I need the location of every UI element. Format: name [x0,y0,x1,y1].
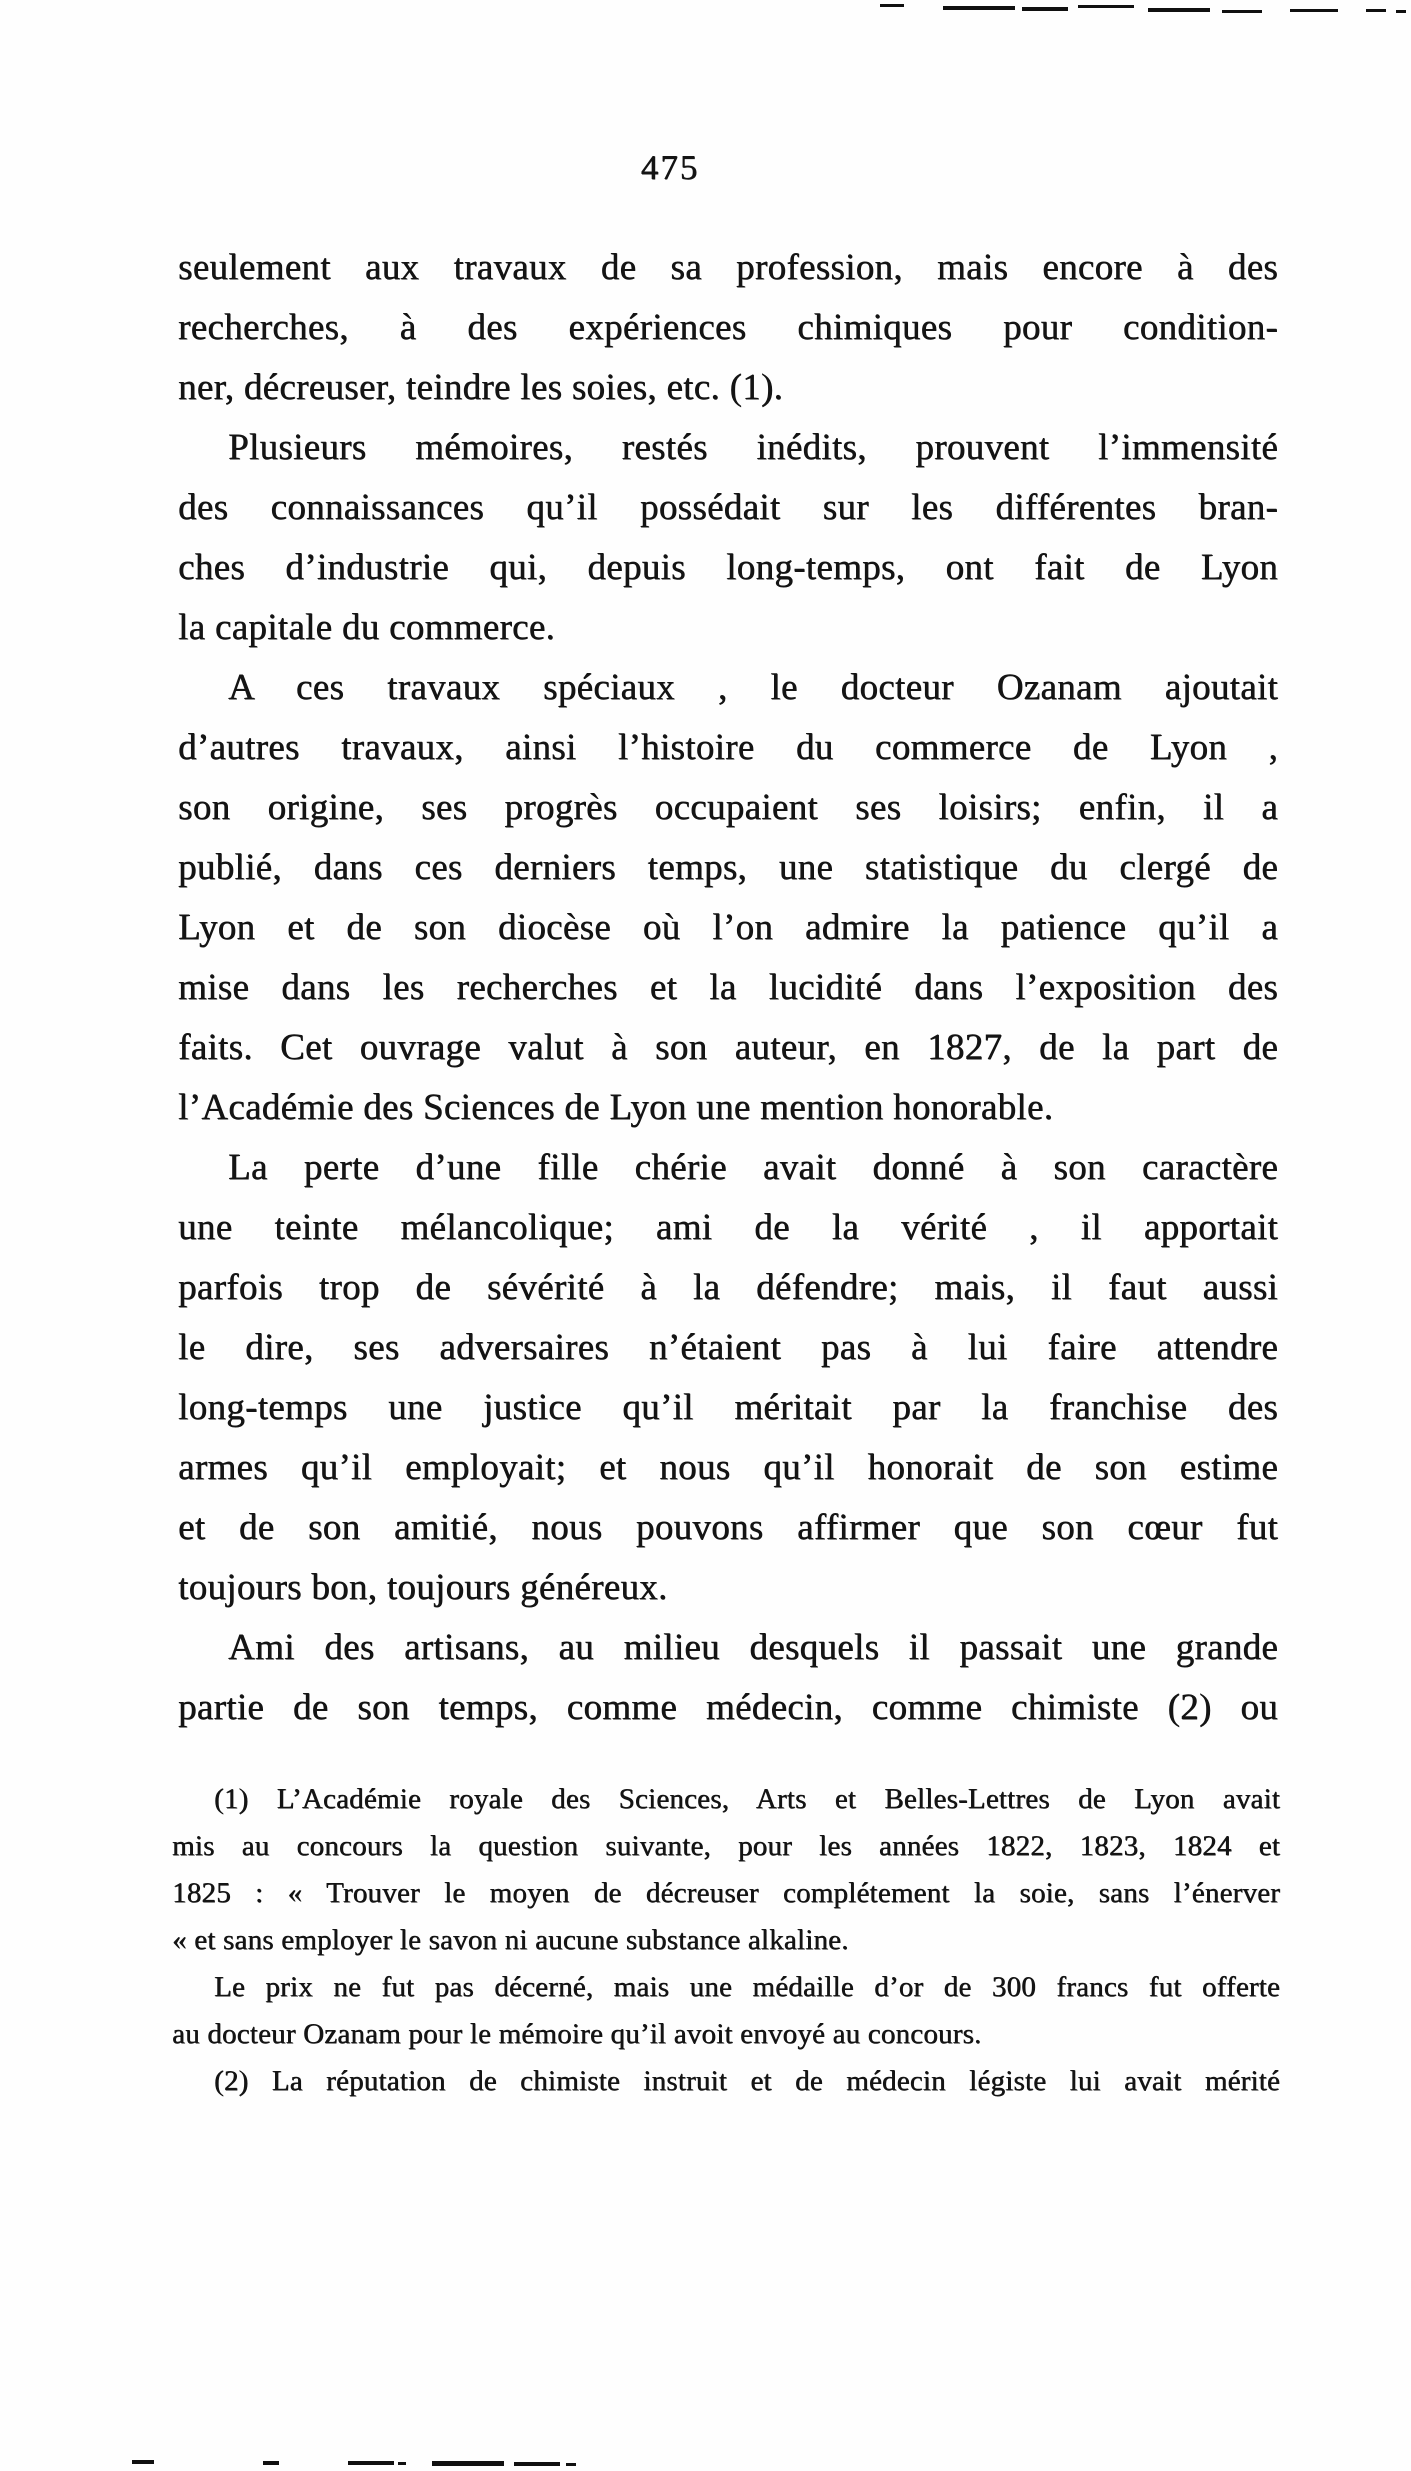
scan-artifact-dash [566,2463,576,2466]
footnote-paragraph [172,1964,1280,2058]
text-line: ner, décreuser, teindre les soies, etc. (1). [178,367,784,408]
body-paragraph [178,1618,1278,1738]
scan-artifact-dash [514,2462,560,2466]
page-number: 475 [640,148,700,187]
footnote-line: « et sans employer le savon ni aucune substance alkaline. [172,1924,849,1956]
body-paragraph [178,1138,1278,1618]
text-line: Ami des artisans, au milieu desquels il passait une grande [228,1627,1278,1668]
scan-artifact-dash [1396,10,1406,13]
scan-artifact-dash [1222,10,1262,13]
footnote-paragraph [172,2058,1280,2105]
body-paragraph [178,658,1278,1138]
footnote-line: (1) L’Académie royale des Sciences, Arts et Belles-Lettres de Lyon avait [214,1783,1280,1815]
text-line: ches d’industrie qui, depuis long-temps, ont fait de Lyon [178,547,1278,588]
footnote-line: Le prix ne fut pas décerné, mais une médaille d’or de 300 francs fut offerte [214,1971,1280,2003]
scan-artifact-dash [1366,9,1386,12]
footnote-line: mis au concours la question suivante, pour les années 1822, 1823, 1824 et [172,1830,1280,1862]
text-line: parfois trop de sévérité à la défendre; mais, il faut aussi [178,1267,1278,1308]
scan-artifact-dash [348,2461,394,2465]
text-line: faits. Cet ouvrage valut à son auteur, en 1827, de la part de [178,1027,1278,1068]
footnote-line: au docteur Ozanam pour le mémoire qu’il avoit envoyé au concours. [172,2018,982,2050]
body-paragraph [178,238,1278,418]
text-line: Plusieurs mémoires, restés inédits, prouvent l’immensité [228,427,1278,468]
text-line: toujours bon, toujours généreux. [178,1567,668,1608]
text-line: La perte d’une fille chérie avait donné à son caractère [228,1147,1278,1188]
text-line: publié, dans ces derniers temps, une statistique du clergé de [178,847,1278,888]
footnote-paragraph [172,1776,1280,1964]
text-line: mise dans les recherches et la lucidité dans l’exposition des [178,967,1278,1008]
page-body-text [178,238,1278,1738]
scan-artifact-dash [1148,8,1210,12]
footnote-line: (2) La réputation de chimiste instruit et de médecin légiste lui avait mérité [214,2065,1280,2097]
scan-artifact-dash [132,2460,154,2464]
scan-artifact-dash [1078,5,1134,8]
body-paragraph [178,418,1278,658]
footnotes-section [172,1776,1280,2105]
scan-artifact-dash [263,2461,279,2465]
text-line: et de son amitié, nous pouvons affirmer que son cœur fut [178,1507,1278,1548]
text-line: une teinte mélancolique; ami de la vérité , il apportait [178,1207,1278,1248]
text-line: l’Académie des Sciences de Lyon une mention honorable. [178,1087,1054,1128]
footnote-line: 1825 : « Trouver le moyen de décreuser complétement la soie, sans l’énerver [172,1877,1280,1909]
text-line: armes qu’il employait; et nous qu’il honorait de son estime [178,1447,1278,1488]
scan-artifact-dash [880,4,904,7]
scan-artifact-dash [1022,7,1068,11]
scan-artifact-dash [1290,9,1338,12]
text-line: partie de son temps, comme médecin, comme chimiste (2) ou [178,1687,1278,1728]
text-line: recherches, à des expériences chimiques pour condition- [178,307,1278,348]
text-line: Lyon et de son diocèse où l’on admire la patience qu’il a [178,907,1278,948]
text-line: seulement aux travaux de sa profession, mais encore à des [178,247,1278,288]
text-line: la capitale du commerce. [178,607,556,648]
text-line: d’autres travaux, ainsi l’histoire du commerce de Lyon , [178,727,1278,768]
text-line: des connaissances qu’il possédait sur les différentes bran- [178,487,1278,528]
scan-artifact-dash [943,6,1015,10]
text-line: long-temps une justice qu’il méritait par la franchise des [178,1387,1278,1428]
scan-artifact-dash [432,2461,504,2466]
text-line: son origine, ses progrès occupaient ses loisirs; enfin, il a [178,787,1278,828]
scan-artifact-dash [398,2462,406,2465]
text-line: le dire, ses adversaires n’étaient pas à lui faire attendre [178,1327,1278,1368]
text-line: A ces travaux spéciaux , le docteur Ozanam ajoutait [228,667,1278,708]
